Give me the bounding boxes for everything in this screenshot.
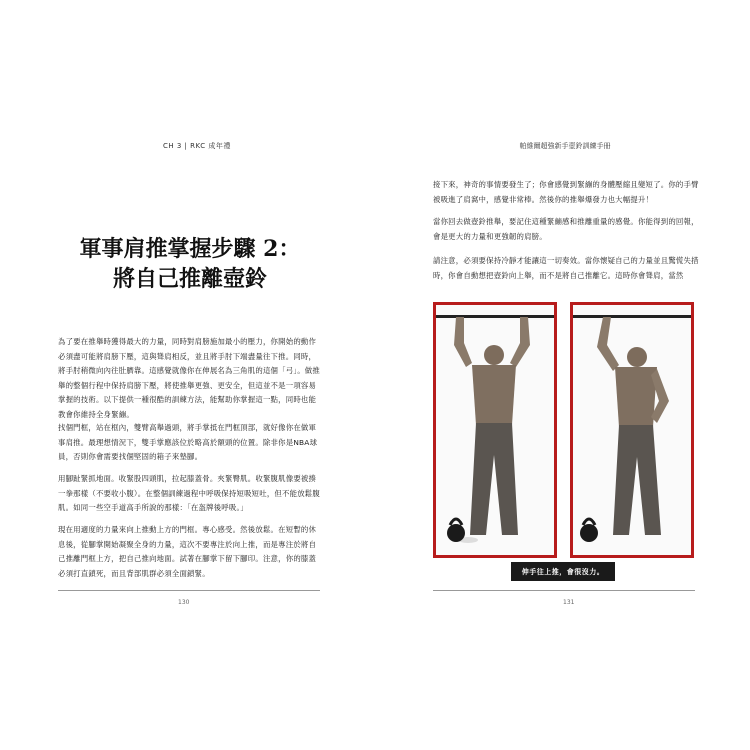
- paragraph-3: 用腳趾緊抓地面。收緊股四頭肌，拉起膝蓋骨。夾緊臀肌。收緊腹肌像要被揍一拳那樣（不要收小腹）。在整個訓練過程中呼吸保持短吸短吐，但不能放鬆腹肌。如同一些空手道高手所說的那樣：「在盔牌後呼吸。」: [58, 474, 320, 512]
- photo-caption: 伸手往上推，會很沒力。: [511, 562, 615, 581]
- title-line-1: 軍事肩推掌握步驟 2：: [79, 236, 301, 262]
- title-line-2: 將自己推離壺鈴: [112, 266, 267, 292]
- right-page: [375, 0, 750, 750]
- page-number: 131: [563, 599, 575, 606]
- book-header: 帕維爾超強新手壺鈴訓練手冊: [519, 142, 611, 150]
- page-number: 130: [178, 599, 190, 606]
- paragraph-1: 為了要在推舉時獲得最大的力量，同時對肩膀施加最小的壓力，你開始的動作必須盡可能將肩膀下壓，這與聳肩相反，並且將手肘下端盡量往下推。同時，將手肘稍微向內往肚臍靠。這感覺就像你在伸展名為三角肌的這個「弓」。做推舉的整個行程中保持肩膀下壓，將使推舉更強、更安全，但這並不是一項容易掌握的技術。以下提供一種很酷的訓練方法，能幫助你掌握這一點，同時也能教會你維持全身緊繃。: [58, 337, 320, 419]
- paragraph-3: 請注意，必須要保持冷靜才能讓這一切奏效。當你懷疑自己的力量並且驚慌失措時，你會自動想把壺鈴向上舉，而不是將自己推離它。這時你會聳肩，當然: [433, 256, 699, 280]
- paragraph-4: 現在用適度的力量來向上推動上方的門框。專心感受。然後放鬆。在短暫的休息後，從腳掌開始凝聚全身的力量，這次不要專注於向上推，而是專注於將自己推離門框上方，把自己推向地面。試著在腳掌下留下腳印。注意，你的膝蓋必須打直鎖死，而且背部肌群必須全面鎖緊。: [58, 525, 317, 578]
- page-title: [60, 234, 320, 294]
- photo-push-up-2: [570, 302, 694, 558]
- chapter-header: CH 3 | RKC 成年禮: [163, 142, 231, 150]
- photo-push-up-1: [433, 302, 557, 558]
- paragraph-2: 當你回去做壺鈴推舉，要記住這種緊繃感和推離重量的感覺。你能得到的回報，會是更大的力量和更強韌的肩膀。: [433, 217, 699, 241]
- paragraph-2: 找個門框，站在框內，雙臂高舉過頭，將手掌抵在門框頂部，就好像你在做軍事肩推。最理想情況下，雙手掌應該位於略高於額頭的位置。除非你是NBA球員，否則你會需要找個堅固的箱子來墊腳。: [58, 423, 318, 461]
- footer-rule: [433, 590, 695, 591]
- footer-rule: [58, 590, 320, 591]
- paragraph-1: 接下來，神奇的事情要發生了；你會感覺到緊繃的身體壓縮且變短了。你的手臂被吸進了肩窩中，感覺非常棒。然後你的推舉爆發力也大幅提升！: [433, 180, 699, 204]
